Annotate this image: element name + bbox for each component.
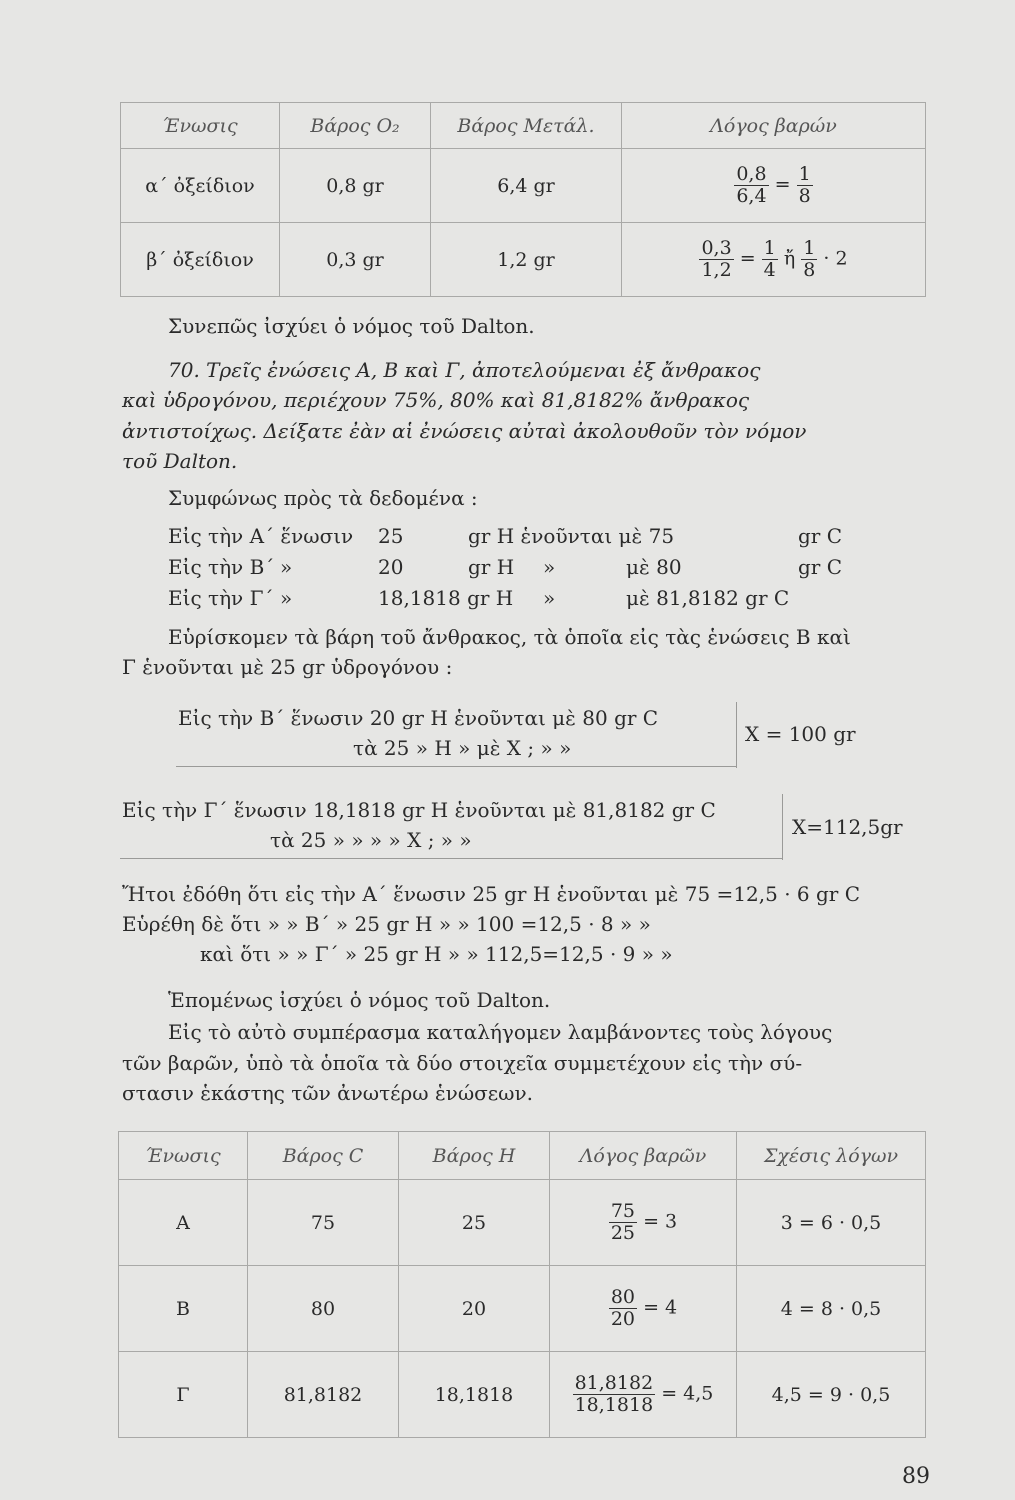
t1-cell-ratio: $\frac{0,8}{6,4}$ = $\frac{1}{8}$ xyxy=(622,149,926,223)
calc2-result: X=112,5gr xyxy=(792,815,903,839)
t2-cell-ratio: $\frac{81,8182}{18,1818}$ = 4,5 xyxy=(550,1352,737,1438)
paragraph-line: τῶν βαρῶν, ὑπὸ τὰ ὁποῖα τὰ δύο στοιχεῖα συμμετέχουν εἰς τὴν σύ- xyxy=(122,1051,803,1075)
paragraph-line: Γ ἑνοῦνται μὲ 25 gr ὑδρογόνου : xyxy=(122,655,453,679)
given-intro: Συμφώνως πρὸς τὰ δεδομένα : xyxy=(168,486,478,510)
t1-cell-name: β΄ ὀξείδιον xyxy=(121,223,280,297)
t1-cell-metal: 1,2 gr xyxy=(431,223,622,297)
t2-cell-ratio: $\frac{80}{20}$ = 4 xyxy=(550,1266,737,1352)
fraction: $\frac{0,3}{1,2}$ xyxy=(701,237,732,281)
summary-line: Ἤτοι ἐδόθη ὅτι εἰς τὴν Α΄ ἕνωσιν 25 gr H ἑνοῦνται μὲ 75 =12,5 · 6 gr C xyxy=(122,882,861,906)
calc1-line2: τὰ 25 » H » μὲ X ; » » xyxy=(353,736,572,760)
problem-line: 70. Τρεῖς ἐνώσεις Α, Β καὶ Γ, ἀποτελούμεναι ἐξ ἄνθρακος xyxy=(168,358,761,382)
calc2-line1: Εἰς τὴν Γ΄ ἕνωσιν 18,1818 gr H ἑνοῦνται μὲ 81,8182 gr C xyxy=(122,798,716,822)
paragraph-line: Εὑρίσκομεν τὰ βάρη τοῦ ἄνθρακος, τὰ ὁποῖα εἰς τὰς ἑνώσεις Β καὶ xyxy=(168,625,851,649)
paragraph-line: στασιν ἑκάστης τῶν ἀνωτέρω ἑνώσεων. xyxy=(122,1081,533,1105)
problem-line: καὶ ὑδρογόνου, περιέχουν 75%, 80% καὶ 81,8182% ἄνθρακος xyxy=(122,388,750,412)
divider xyxy=(120,858,782,859)
t1-cell-ratio: $\frac{0,3}{1,2}$ = $\frac{1}{4}$ ἤ $\frac{1}{8}$ · 2 xyxy=(622,223,926,297)
t2-cell-name: Γ xyxy=(119,1352,248,1438)
page-number: 89 xyxy=(902,1464,930,1489)
t2-cell-h: 20 xyxy=(399,1266,550,1352)
t1-cell-o2: 0,8 gr xyxy=(280,149,431,223)
t2-cell-relation: 3 = 6 · 0,5 xyxy=(737,1180,926,1266)
t2-cell-name: Α xyxy=(119,1180,248,1266)
problem-line: ἀντιστοίχως. Δείξατε ἐὰν αἱ ἐνώσεις αὐταὶ ἀκολουθοῦν τὸν νόμον xyxy=(122,419,807,443)
problem-line: τοῦ Dalton. xyxy=(122,449,238,473)
t2-header-compound: Ένωσις xyxy=(119,1132,248,1180)
t2-cell-c: 75 xyxy=(248,1180,399,1266)
given-line: Εἰς τὴν Α΄ ἕνωσιν 25 gr H ἑνοῦνται μὲ 75 gr C xyxy=(168,524,843,548)
t1-header-metal: Βάρος Μετάλ. xyxy=(431,103,622,149)
fraction: $\frac{1}{4}$ xyxy=(763,237,776,281)
given-line: Εἰς τὴν Γ΄ » 18,1818 gr H » μὲ 81,8182 gr C xyxy=(168,586,790,610)
summary-line: Εὑρέθη δὲ ὅτι » » Β΄ » 25 gr H » » 100 =12,5 · 8 » » xyxy=(122,912,651,936)
fraction: $\frac{80}{20}$ xyxy=(610,1286,636,1330)
calc2-line2: τὰ 25 » » » » X ; » » xyxy=(270,828,472,852)
oxides-table xyxy=(120,102,926,297)
t1-header-ratio: Λόγος βαρών xyxy=(622,103,926,149)
conclusion-text: Συνεπῶς ἰσχύει ὁ νόμος τοῦ Dalton. xyxy=(168,314,535,338)
paragraph-line: Εἰς τὸ αὐτὸ συμπέρασμα καταλήγομεν λαμβάνοντες τοὺς λόγους xyxy=(168,1020,833,1044)
fraction: $\frac{75}{25}$ xyxy=(610,1200,636,1244)
bracket-line xyxy=(782,794,783,860)
t2-cell-h: 18,1818 xyxy=(399,1352,550,1438)
t2-cell-c: 81,8182 xyxy=(248,1352,399,1438)
t2-header-relation: Σχέσις λόγων xyxy=(737,1132,926,1180)
t2-cell-relation: 4 = 8 · 0,5 xyxy=(737,1266,926,1352)
t2-header-c: Βάρος C xyxy=(248,1132,399,1180)
t2-header-ratio: Λόγος βαρῶν xyxy=(550,1132,737,1180)
t1-header-o2: Βάρος O₂ xyxy=(280,103,431,149)
fraction: $\frac{0,8}{6,4}$ xyxy=(736,163,767,207)
table-row xyxy=(119,1352,926,1438)
table-row xyxy=(119,1180,926,1266)
t1-cell-name: α΄ ὀξείδιον xyxy=(121,149,280,223)
calc1-line1: Εἰς τὴν Β΄ ἕνωσιν 20 gr H ἑνοῦνται μὲ 80 gr C xyxy=(178,706,659,730)
t2-cell-relation: 4,5 = 9 · 0,5 xyxy=(737,1352,926,1438)
conclusion-text: Ἑπομένως ἰσχύει ὁ νόμος τοῦ Dalton. xyxy=(168,988,551,1012)
table-row xyxy=(121,223,926,297)
fraction: $\frac{1}{8}$ xyxy=(798,163,811,207)
t1-cell-o2: 0,3 gr xyxy=(280,223,431,297)
t2-cell-name: Β xyxy=(119,1266,248,1352)
calc1-result: X = 100 gr xyxy=(745,722,856,746)
bracket-line xyxy=(736,702,737,768)
t2-cell-c: 80 xyxy=(248,1266,399,1352)
fraction: $\frac{1}{8}$ xyxy=(803,237,816,281)
t1-header-compound: Ένωσις xyxy=(121,103,280,149)
given-line: Εἰς τὴν Β΄ » 20 gr H » μὲ 80 gr C xyxy=(168,555,843,579)
t1-cell-metal: 6,4 gr xyxy=(431,149,622,223)
summary-line: καὶ ὅτι » » Γ΄ » 25 gr H » » 112,5=12,5 · 9 » » xyxy=(200,942,673,966)
table-row xyxy=(119,1266,926,1352)
fraction: $\frac{81,8182}{18,1818}$ xyxy=(574,1372,654,1416)
t2-header-h: Βάρος H xyxy=(399,1132,550,1180)
compounds-table xyxy=(118,1131,926,1438)
t2-cell-h: 25 xyxy=(399,1180,550,1266)
t2-cell-ratio: $\frac{75}{25}$ = 3 xyxy=(550,1180,737,1266)
divider xyxy=(176,766,736,767)
table-row xyxy=(121,149,926,223)
